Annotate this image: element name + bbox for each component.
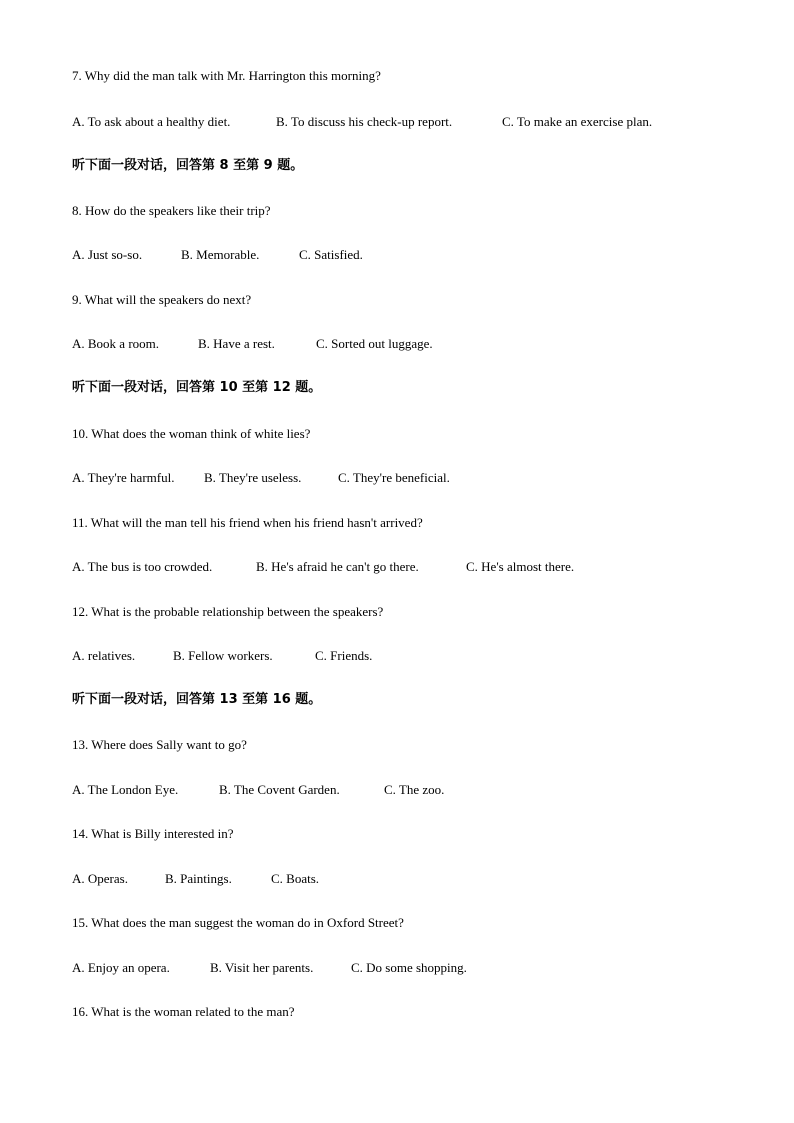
q9-option-c: C. Sorted out luggage. xyxy=(316,336,433,351)
q10-option-b: B. They're useless. xyxy=(204,470,302,485)
q9-option-a: A. Book a room. xyxy=(72,336,160,351)
q10-option-c: C. They're beneficial. xyxy=(338,470,450,485)
section-heading-10-12: 听下面一段对话，回答第 10 至第 12 题。 xyxy=(72,380,322,395)
question-9: 9. What will the speakers do next? xyxy=(72,292,252,307)
question-8: 8. How do the speakers like their trip? xyxy=(72,203,271,218)
q14-option-b: B. Paintings. xyxy=(165,871,232,886)
q11-option-c: C. He's almost there. xyxy=(466,559,575,574)
q13-option-c: C. The zoo. xyxy=(384,782,445,797)
question-11: 11. What will the man tell his friend when his friend hasn't arrived? xyxy=(72,515,423,530)
q12-option-a: A. relatives. xyxy=(72,648,136,663)
q11-option-b: B. He's afraid he can't go there. xyxy=(256,559,419,574)
section-heading-13-16: 听下面一段对话，回答第 13 至第 16 题。 xyxy=(72,692,322,707)
q14-option-c: C. Boats. xyxy=(271,871,320,886)
question-16: 16. What is the woman related to the man? xyxy=(72,1004,295,1019)
question-15: 15. What does the man suggest the woman do in Oxford Street? xyxy=(72,915,404,930)
q10-option-a: A. They're harmful. xyxy=(72,470,175,485)
q13-option-a: A. The London Eye. xyxy=(72,782,179,797)
q15-option-b: B. Visit her parents. xyxy=(210,960,314,975)
section-heading-8-9: 听下面一段对话，回答第 8 至第 9 题。 xyxy=(72,158,304,173)
question-12: 12. What is the probable relationship between the speakers? xyxy=(72,604,384,619)
q11-option-a: A. The bus is too crowded. xyxy=(72,559,213,574)
q7-option-c: C. To make an exercise plan. xyxy=(502,114,653,129)
q7-option-a: A. To ask about a healthy diet. xyxy=(72,114,231,129)
question-10: 10. What does the woman think of white lies? xyxy=(72,426,311,441)
q8-option-c: C. Satisfied. xyxy=(299,247,363,262)
q8-option-a: A. Just so-so. xyxy=(72,247,143,262)
q15-option-a: A. Enjoy an opera. xyxy=(72,960,170,975)
q14-option-a: A. Operas. xyxy=(72,871,128,886)
q9-option-b: B. Have a rest. xyxy=(198,336,275,351)
q12-option-c: C. Friends. xyxy=(315,648,373,663)
q12-option-b: B. Fellow workers. xyxy=(173,648,273,663)
q8-option-b: B. Memorable. xyxy=(181,247,260,262)
q15-option-c: C. Do some shopping. xyxy=(351,960,467,975)
q7-option-b: B. To discuss his check-up report. xyxy=(276,114,453,129)
question-7: 7. Why did the man talk with Mr. Harrington this morning? xyxy=(72,68,381,83)
question-14: 14. What is Billy interested in? xyxy=(72,826,234,841)
q13-option-b: B. The Covent Garden. xyxy=(219,782,340,797)
question-13: 13. Where does Sally want to go? xyxy=(72,737,247,752)
